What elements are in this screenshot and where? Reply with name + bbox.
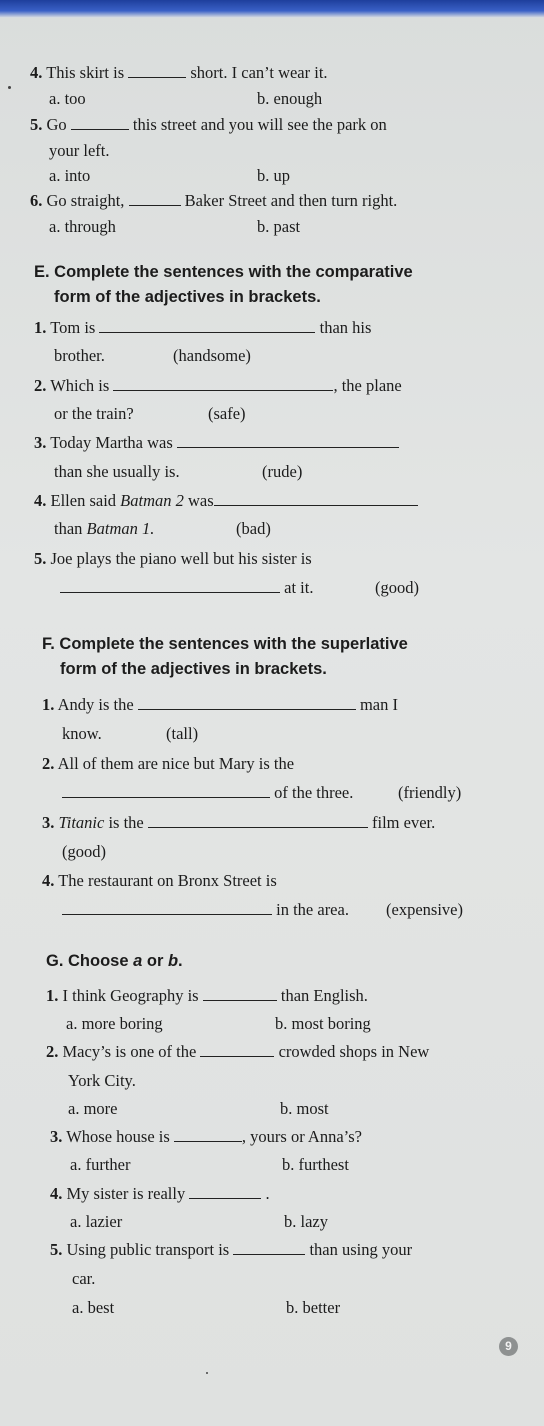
section-e-heading-line2: form of the adjectives in brackets. <box>54 288 321 306</box>
option-b[interactable]: b. better <box>286 1298 341 1317</box>
adjective-hint: (safe) <box>208 404 246 423</box>
question-f4: 4. The restaurant on Bronx Street is <box>42 871 277 890</box>
question-continuation: brother. <box>54 346 105 365</box>
question-d4: 4. This skirt is short. I can’t wear it. <box>30 63 328 82</box>
answer-blank[interactable] <box>174 1127 242 1142</box>
page-number-badge: 9 <box>499 1337 518 1356</box>
answer-blank[interactable] <box>203 986 277 1001</box>
question-f3: 3. Titanic is the film ever. <box>42 813 436 832</box>
answer-blank[interactable] <box>62 783 270 798</box>
section-f-heading: F. Complete the sentences with the superlative <box>42 635 408 653</box>
option-b[interactable]: b. furthest <box>282 1155 349 1174</box>
option-b[interactable]: b. up <box>257 166 290 185</box>
option-b[interactable]: b. lazy <box>284 1212 328 1231</box>
question-continuation: than Batman 1. <box>54 519 155 538</box>
answer-blank[interactable] <box>71 115 129 130</box>
answer-blank[interactable] <box>62 900 272 915</box>
option-a[interactable]: a. further <box>70 1155 131 1174</box>
answer-blank[interactable] <box>129 191 181 206</box>
adjective-hint: (bad) <box>236 519 271 538</box>
question-e1: 1. Tom is than his <box>34 318 372 337</box>
answer-blank[interactable] <box>189 1184 261 1199</box>
option-a[interactable]: a. too <box>49 89 86 108</box>
option-b[interactable]: b. enough <box>257 89 323 108</box>
adjective-hint: (rude) <box>262 462 303 481</box>
question-continuation: York City. <box>68 1071 136 1090</box>
question-continuation: car. <box>72 1269 96 1288</box>
option-a[interactable]: a. best <box>72 1298 115 1317</box>
adjective-hint: (friendly) <box>398 783 462 802</box>
question-g3: 3. Whose house is , yours or Anna’s? <box>50 1127 362 1146</box>
option-a[interactable]: a. lazier <box>70 1212 123 1231</box>
answer-blank[interactable] <box>200 1042 274 1057</box>
question-continuation: know. <box>62 724 102 743</box>
option-b[interactable]: b. most boring <box>275 1014 371 1033</box>
option-a[interactable]: a. through <box>49 217 116 236</box>
question-e2: 2. Which is , the plane <box>34 376 402 395</box>
adjective-hint: (expensive) <box>386 900 463 919</box>
question-continuation: at it. <box>60 578 313 598</box>
adjective-hint: (handsome) <box>173 346 251 365</box>
question-g4: 4. My sister is really . <box>50 1184 270 1203</box>
question-g5: 5. Using public transport is than using your <box>50 1240 413 1259</box>
question-continuation: your left. <box>49 141 110 160</box>
option-b[interactable]: b. most <box>280 1099 329 1118</box>
question-g1: 1. I think Geography is than English. <box>46 986 368 1005</box>
answer-blank[interactable] <box>233 1240 305 1255</box>
answer-blank[interactable] <box>128 63 186 78</box>
margin-dot <box>8 86 11 89</box>
adjective-hint: (tall) <box>166 724 199 743</box>
option-b[interactable]: b. past <box>257 217 301 236</box>
question-d6: 6. Go straight, Baker Street and then turn right. <box>30 191 398 210</box>
top-edge-strip <box>0 0 544 18</box>
question-e4: 4. Ellen said Batman 2 was <box>34 491 418 511</box>
option-a[interactable]: a. into <box>49 166 91 185</box>
question-continuation: in the area. <box>62 900 349 920</box>
answer-blank[interactable] <box>138 695 356 710</box>
section-e-heading: E. Complete the sentences with the comparative <box>34 263 413 281</box>
answer-blank[interactable] <box>214 491 418 506</box>
answer-blank[interactable] <box>99 318 315 333</box>
answer-blank[interactable] <box>148 813 368 828</box>
question-continuation: than she usually is. <box>54 462 180 481</box>
question-d5: 5. Go this street and you will see the park on <box>30 115 387 134</box>
question-e3: 3. Today Martha was <box>34 433 399 453</box>
question-f2: 2. All of them are nice but Mary is the <box>42 754 295 773</box>
question-f1: 1. Andy is the man I <box>42 695 398 714</box>
option-a[interactable]: a. more boring <box>66 1014 163 1033</box>
question-continuation: of the three. <box>62 783 353 803</box>
section-f-heading-line2: form of the adjectives in brackets. <box>60 660 327 678</box>
answer-blank[interactable] <box>177 433 399 448</box>
speck-dot <box>206 1372 208 1374</box>
section-g-heading: G. Choose a or b. <box>46 952 183 970</box>
adjective-hint: (good) <box>62 842 106 861</box>
answer-blank[interactable] <box>113 376 333 391</box>
question-continuation: or the train? <box>54 404 134 423</box>
adjective-hint: (good) <box>375 578 419 597</box>
question-g2: 2. Macy’s is one of the crowded shops in New <box>46 1042 430 1061</box>
option-a[interactable]: a. more <box>68 1099 118 1118</box>
question-e5: 5. Joe plays the piano well but his sister is <box>34 549 312 568</box>
answer-blank[interactable] <box>60 578 280 593</box>
